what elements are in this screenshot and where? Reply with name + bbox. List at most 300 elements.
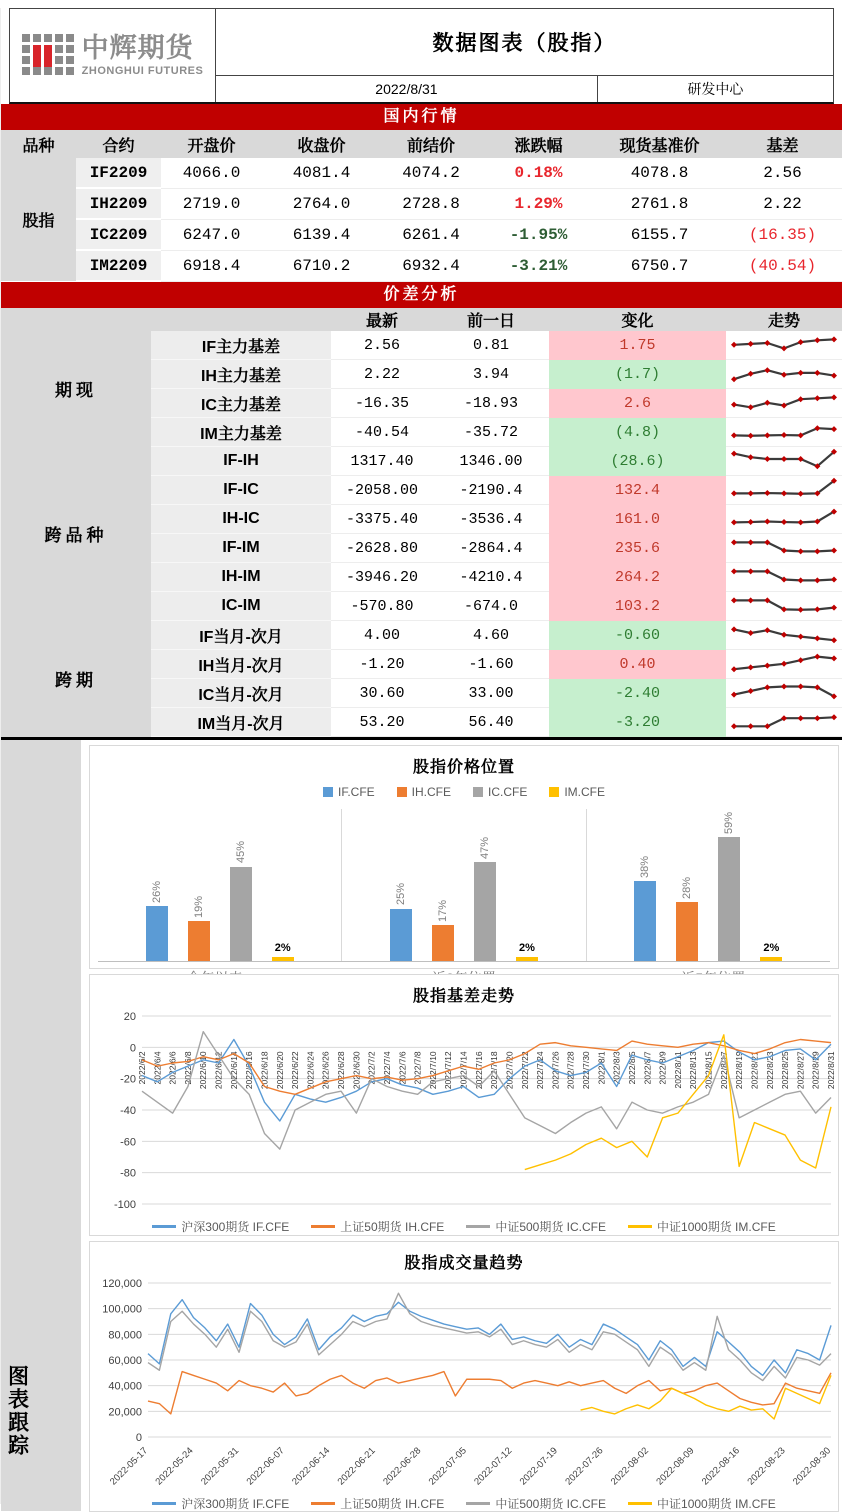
svg-text:2022-06-21: 2022-06-21 [335,1445,378,1488]
trend-cell [726,621,842,650]
bar-unit [516,809,538,961]
previous-cell: 0.81 [433,331,549,360]
bar-group [98,809,341,961]
legend-swatch-icon [549,787,559,797]
bar [146,906,168,961]
spread-col-header [1,308,151,331]
price-cell: 6139.4 [262,219,381,250]
price-cell: 6932.4 [381,250,481,281]
bar-group [586,809,830,961]
svg-text:2022-08-09: 2022-08-09 [653,1445,697,1488]
svg-text:0: 0 [135,1432,142,1444]
trend-cell [726,505,842,534]
svg-text:-100: -100 [113,1199,136,1211]
banner-domestic-market: 国内行情 [1,104,842,130]
spread-row-label: IC当月-次月 [151,679,331,708]
legend-swatch-icon [152,1502,176,1505]
spread-col-header: 最新 [331,308,433,331]
legend-swatch-icon [628,1502,652,1505]
bar [676,902,698,961]
trend-sparkline [731,708,837,732]
svg-text:2022/6/22: 2022/6/22 [289,1051,300,1090]
market-table-header-row [1,130,842,158]
spread-col-header [151,308,331,331]
svg-text:2022/6/24: 2022/6/24 [304,1051,315,1090]
legend-label: IH.CFE [411,785,451,799]
market-table-row [1,158,842,188]
trend-cell [726,708,842,737]
market-col-header: 开盘价 [161,130,262,158]
chart-title: 股指成交量趋势 [404,1255,524,1272]
bar [718,837,740,961]
svg-text:2022/7/2: 2022/7/2 [366,1051,377,1085]
svg-text:120,000: 120,000 [101,1278,142,1290]
volume-line-chart [89,1241,839,1512]
svg-text:2022/8/13: 2022/8/13 [687,1051,698,1090]
spread-row-label: IH-IM [151,563,331,592]
spread-table [1,308,842,737]
bar-value-label: 19% [192,896,205,919]
bar-unit [390,809,412,961]
svg-text:2022/8/17: 2022/8/17 [718,1051,729,1090]
latest-cell: 4.00 [331,621,433,650]
market-col-header: 合约 [76,130,161,158]
svg-text:2022/6/2: 2022/6/2 [136,1051,147,1085]
previous-cell: 56.40 [433,708,549,737]
svg-text:2022/6/26: 2022/6/26 [320,1051,331,1090]
svg-text:-40: -40 [119,1105,136,1117]
legend-item [152,1495,289,1512]
trend-cell [726,418,842,447]
report-dept: 研发中心 [687,81,744,97]
line-plot-area [92,1277,837,1487]
spot-cell: 6750.7 [596,250,723,281]
svg-text:2022/6/20: 2022/6/20 [274,1051,285,1090]
legend-label: IF.CFE [337,785,375,799]
bar-value-label: 45% [234,841,247,864]
spread-row-label: IF当月-次月 [151,621,331,650]
legend-item [549,785,605,799]
data-line [148,1372,831,1414]
bar-value-label: 2% [274,941,291,954]
market-col-header: 现货基准价 [596,130,723,158]
page-title: 数据图表（股指） [432,32,617,55]
bar-value-label: 59% [723,812,736,835]
svg-text:2022/6/4: 2022/6/4 [151,1051,162,1085]
trend-sparkline [731,447,837,471]
data-line [142,1032,831,1150]
price-cell: 2719.0 [161,188,262,219]
legend-label: 中证1000期货 IM.CFE [657,1220,776,1234]
svg-text:2022-06-28: 2022-06-28 [380,1445,423,1488]
change-pct-cell: -1.95% [481,219,596,250]
svg-text:2022/7/20: 2022/7/20 [503,1051,514,1090]
latest-cell: 2.22 [331,360,433,389]
legend-item [311,1218,444,1235]
change-cell: (28.6) [549,447,726,476]
previous-cell: 3.94 [433,360,549,389]
trend-cell [726,447,842,476]
spread-row-label: IM当月-次月 [151,708,331,737]
bar-unit [676,809,698,961]
change-cell: -0.60 [549,621,726,650]
price-cell: 6261.4 [381,219,481,250]
bar-unit [230,809,252,961]
trend-sparkline [731,563,837,587]
svg-text:-60: -60 [119,1136,136,1149]
svg-text:20: 20 [123,1011,136,1023]
bar-unit [634,809,656,961]
market-table [1,130,842,282]
legend-swatch-icon [466,1502,490,1505]
svg-text:2022/7/4: 2022/7/4 [381,1051,392,1085]
latest-cell: -1.20 [331,650,433,679]
basis-cell: 2.56 [723,158,842,188]
spread-group-label: 跨品种 [1,447,151,621]
bar [760,957,782,961]
chart-section-label: 图表跟踪 [5,1365,29,1457]
data-line [148,1293,831,1380]
legend-label: 沪深300期货 IF.CFE [181,1497,290,1511]
spread-group-label: 跨期 [1,621,151,737]
bar-group [341,809,585,961]
trend-cell [726,679,842,708]
svg-text:2022/8/31: 2022/8/31 [825,1051,836,1090]
svg-text:2022/7/10: 2022/7/10 [427,1051,438,1090]
svg-text:80,000: 80,000 [107,1329,142,1342]
svg-text:2022/7/24: 2022/7/24 [534,1051,545,1090]
chart-title: 股指价格位置 [412,759,515,776]
bar [272,957,294,961]
svg-text:2022/7/18: 2022/7/18 [488,1051,499,1090]
svg-text:2022-06-14: 2022-06-14 [289,1445,332,1488]
svg-text:2022-07-26: 2022-07-26 [562,1445,605,1488]
basis-cell: 2.22 [723,188,842,219]
svg-text:2022/7/30: 2022/7/30 [580,1051,591,1090]
spread-row-label: IM主力基差 [151,418,331,447]
change-cell: 264.2 [549,563,726,592]
legend-item [473,785,527,799]
trend-cell [726,331,842,360]
previous-cell: -2864.4 [433,534,549,563]
svg-text:20,000: 20,000 [107,1406,142,1419]
spread-col-header: 变化 [549,308,726,331]
svg-text:2022/8/15: 2022/8/15 [703,1051,714,1090]
trend-cell [726,534,842,563]
line-plot-area [92,1010,837,1210]
latest-cell: -3375.40 [331,505,433,534]
bar-plot-area [98,809,830,962]
svg-text:2022/8/19: 2022/8/19 [733,1051,744,1090]
change-pct-cell: -3.21% [481,250,596,281]
banner-spread-analysis: 价差分析 [1,282,842,308]
company-logo [10,9,216,102]
svg-text:2022/8/23: 2022/8/23 [764,1051,775,1090]
legend-label: 中证1000期货 IM.CFE [657,1497,776,1511]
svg-text:2022/8/21: 2022/8/21 [748,1051,759,1090]
price-cell: 4066.0 [161,158,262,188]
basis-cell: (40.54) [723,250,842,281]
trend-sparkline [731,534,837,558]
svg-text:2022-07-19: 2022-07-19 [517,1445,560,1488]
bar-unit [432,809,454,961]
legend-item [466,1218,606,1235]
bar [474,862,496,961]
svg-text:2022-05-17: 2022-05-17 [107,1445,150,1488]
legend-swatch-icon [628,1225,652,1228]
bar-unit [760,809,782,961]
contract-cell: IM2209 [76,250,161,281]
change-cell: (4.8) [549,418,726,447]
bar-unit [474,809,496,961]
spread-table-row [1,447,842,476]
svg-text:2022/8/1: 2022/8/1 [595,1051,606,1085]
chart-legend [90,785,838,799]
legend-label: IC.CFE [488,785,528,799]
legend-item [152,1218,289,1235]
trend-cell [726,650,842,679]
svg-text:2022/7/16: 2022/7/16 [473,1051,484,1090]
legend-swatch-icon [397,787,407,797]
change-cell: (1.7) [549,360,726,389]
change-cell: -2.40 [549,679,726,708]
legend-item [466,1495,606,1512]
contract-cell: IF2209 [76,158,161,188]
chart-legend [90,1218,838,1235]
price-cell: 4081.4 [262,158,381,188]
legend-swatch-icon [311,1225,335,1228]
market-col-header: 基差 [723,130,842,158]
svg-text:2022-06-07: 2022-06-07 [244,1445,287,1488]
chart-legend [90,1495,838,1512]
price-cell: 6710.2 [262,250,381,281]
svg-text:2022-08-16: 2022-08-16 [699,1445,742,1488]
trend-cell [726,476,842,505]
change-cell: 1.75 [549,331,726,360]
svg-text:2022/7/8: 2022/7/8 [412,1051,423,1085]
bar-unit [146,809,168,961]
basis-line-chart [89,974,839,1236]
svg-text:2022/7/22: 2022/7/22 [519,1051,530,1090]
svg-text:2022/6/12: 2022/6/12 [213,1051,224,1090]
bar [516,957,538,961]
spot-cell: 4078.8 [596,158,723,188]
svg-text:2022-05-31: 2022-05-31 [198,1445,241,1488]
contract-cell: IH2209 [76,188,161,219]
svg-text:2022/6/6: 2022/6/6 [167,1051,178,1085]
svg-text:2022/7/14: 2022/7/14 [458,1051,469,1090]
previous-cell: -674.0 [433,592,549,621]
bar [634,881,656,961]
price-cell: 2728.8 [381,188,481,219]
trend-cell [726,592,842,621]
position-bar-chart [89,745,839,969]
bar-unit [188,809,210,961]
spread-group-label: 期现 [1,331,151,447]
trend-sparkline [731,476,837,500]
change-cell: 0.40 [549,650,726,679]
trend-cell [726,360,842,389]
legend-item [397,785,451,799]
legend-swatch-icon [152,1225,176,1228]
svg-text:100,000: 100,000 [101,1303,142,1316]
legend-swatch-icon [473,787,483,797]
market-group-label: 股指 [1,158,76,281]
svg-text:2022/6/28: 2022/6/28 [335,1051,346,1090]
svg-text:2022/6/10: 2022/6/10 [197,1051,208,1090]
svg-text:2022-08-02: 2022-08-02 [608,1445,651,1488]
svg-text:2022/8/29: 2022/8/29 [810,1051,821,1090]
trend-sparkline [731,360,837,384]
spread-row-label: IF-IM [151,534,331,563]
previous-cell: -1.60 [433,650,549,679]
trend-cell [726,389,842,418]
legend-item [628,1495,776,1512]
report-page [0,8,842,1511]
bar-value-label: 25% [394,883,407,906]
bar-value-label: 38% [639,856,652,879]
report-date: 2022/8/31 [216,76,598,102]
previous-cell: -3536.4 [433,505,549,534]
svg-text:2022/7/6: 2022/7/6 [396,1051,407,1085]
legend-swatch-icon [311,1502,335,1505]
data-line [580,1375,830,1419]
legend-item [323,785,375,799]
contract-cell: IC2209 [76,219,161,250]
svg-text:2022-08-30: 2022-08-30 [790,1445,833,1488]
logo-en-text: ZHONGHUI FUTURES [81,64,204,77]
previous-cell: 1346.00 [433,447,549,476]
bar-unit [718,809,740,961]
svg-text:2022/7/26: 2022/7/26 [549,1051,560,1090]
latest-cell: -16.35 [331,389,433,418]
chart-section-rail [1,740,81,1511]
price-cell: 4074.2 [381,158,481,188]
svg-text:2022-07-05: 2022-07-05 [426,1445,469,1488]
spread-row-label: IH当月-次月 [151,650,331,679]
change-cell: 2.6 [549,389,726,418]
svg-text:2022/8/3: 2022/8/3 [611,1051,622,1085]
bar [432,925,454,961]
market-table-row [1,188,842,219]
bar [230,867,252,962]
market-table-row [1,250,842,281]
bar-value-label: 28% [681,877,694,900]
report-header [9,8,834,104]
latest-cell: -2628.80 [331,534,433,563]
market-table-row [1,219,842,250]
bar-value-label: 2% [763,941,780,954]
spread-row-label: IH-IC [151,505,331,534]
logo-icon [22,34,74,78]
svg-text:40,000: 40,000 [107,1380,142,1393]
latest-cell: -570.80 [331,592,433,621]
legend-label: 中证500期货 IC.CFE [495,1220,607,1234]
basis-cell: (16.35) [723,219,842,250]
spot-cell: 2761.8 [596,188,723,219]
previous-cell: 4.60 [433,621,549,650]
spread-row-label: IC主力基差 [151,389,331,418]
legend-label: 上证50期货 IH.CFE [340,1220,445,1234]
svg-text:0: 0 [129,1042,136,1055]
spread-row-label: IH主力基差 [151,360,331,389]
latest-cell: 2.56 [331,331,433,360]
svg-text:60,000: 60,000 [107,1355,142,1367]
market-col-header: 品种 [1,130,76,158]
svg-text:2022/6/8: 2022/6/8 [182,1051,193,1085]
svg-text:-80: -80 [119,1167,136,1180]
spread-row-label: IF主力基差 [151,331,331,360]
trend-sparkline [731,389,837,413]
previous-cell: -4210.4 [433,563,549,592]
change-cell: -3.20 [549,708,726,737]
bar [390,909,412,962]
trend-sparkline [731,418,837,442]
spread-table-row [1,621,842,650]
trend-sparkline [731,679,837,703]
previous-cell: 33.00 [433,679,549,708]
legend-label: IM.CFE [564,785,606,799]
bar-value-label: 17% [436,900,449,923]
change-cell: 132.4 [549,476,726,505]
trend-sparkline [731,650,837,674]
change-cell: 103.2 [549,592,726,621]
spread-table-row [1,331,842,360]
trend-sparkline [731,592,837,616]
change-pct-cell: 0.18% [481,158,596,188]
latest-cell: -40.54 [331,418,433,447]
chart-title: 股指基差走势 [412,988,515,1005]
svg-text:2022/8/9: 2022/8/9 [657,1051,668,1085]
svg-text:2022/6/16: 2022/6/16 [243,1051,254,1090]
spread-col-header: 走势 [726,308,842,331]
change-pct-cell: 1.29% [481,188,596,219]
spread-row-label: IF-IC [151,476,331,505]
svg-text:2022/6/18: 2022/6/18 [258,1051,269,1090]
spread-row-label: IF-IH [151,447,331,476]
previous-cell: -35.72 [433,418,549,447]
spot-cell: 6155.7 [596,219,723,250]
svg-text:2022/8/5: 2022/8/5 [626,1051,637,1085]
legend-label: 中证500期货 IC.CFE [495,1497,607,1511]
logo-cn-text: 中辉期货 [81,32,194,63]
svg-text:2022/8/25: 2022/8/25 [779,1051,790,1090]
legend-item [311,1495,444,1512]
trend-sparkline [731,621,837,645]
previous-cell: -2190.4 [433,476,549,505]
spread-col-header: 前一日 [433,308,549,331]
latest-cell: 53.20 [331,708,433,737]
svg-text:2022-07-12: 2022-07-12 [471,1445,514,1488]
svg-text:2022/8/7: 2022/8/7 [641,1051,652,1085]
previous-cell: -18.93 [433,389,549,418]
svg-text:2022/6/30: 2022/6/30 [350,1051,361,1090]
trend-sparkline [731,505,837,529]
price-cell: 6247.0 [161,219,262,250]
change-cell: 161.0 [549,505,726,534]
bar [188,921,210,961]
legend-item [628,1218,776,1235]
legend-swatch-icon [466,1225,490,1228]
legend-label: 上证50期货 IH.CFE [340,1497,445,1511]
bar-unit [272,809,294,961]
svg-text:2022-08-23: 2022-08-23 [744,1445,788,1488]
price-cell: 2764.0 [262,188,381,219]
latest-cell: -2058.00 [331,476,433,505]
bar-value-label: 26% [150,881,163,904]
latest-cell: 30.60 [331,679,433,708]
svg-text:2022/8/11: 2022/8/11 [672,1051,683,1089]
